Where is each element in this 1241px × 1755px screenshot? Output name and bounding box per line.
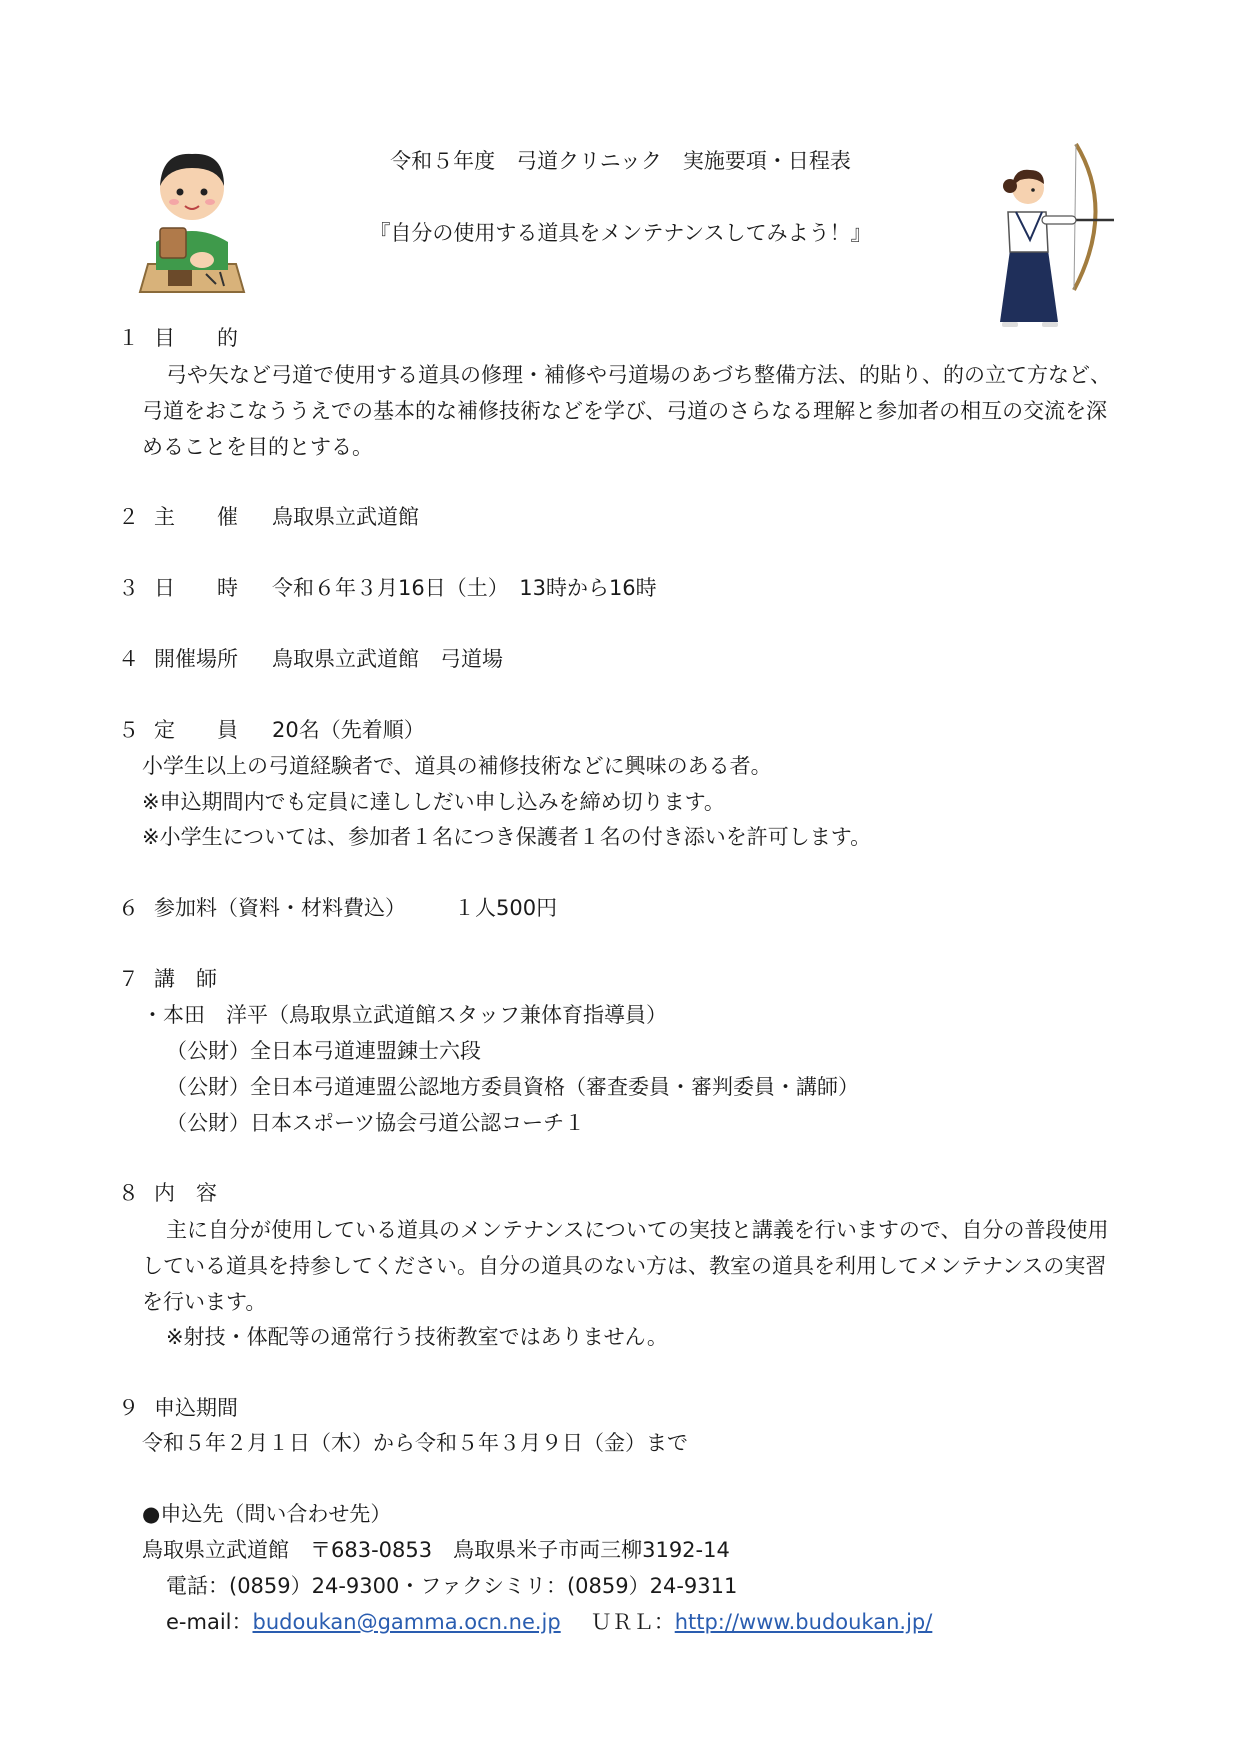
url-link[interactable]: http://www.budoukan.jp/: [674, 1610, 933, 1634]
section-8-body: 主に自分が使用している道具のメンテナンスについての実技と講義を行いますので、自分の普段使用している道具を持参してください。自分の道具のない方は、教室の道具を利用してメンテナンスの実習を行います。: [142, 1218, 1109, 1314]
section-1-label: 目 的: [154, 326, 238, 350]
section-1-heading: [118, 323, 238, 353]
section-8-number: ８: [118, 1181, 139, 1205]
section-9-heading: [118, 1393, 238, 1423]
section-3-value: 令和６年３月16日（土） 13時から16時: [272, 576, 657, 600]
contact-heading: ●申込先（問い合わせ先）: [142, 1502, 392, 1526]
section-8-label: 内 容: [154, 1181, 217, 1205]
section-6-label: 参加料（資料・材料費込）: [154, 896, 406, 920]
section-2-label: 主 催: [154, 505, 238, 529]
section-3-heading: [118, 573, 657, 603]
section-8-note: ※射技・体配等の通常行う技術教室ではありません。: [166, 1325, 668, 1349]
section-7-number: ７: [118, 967, 139, 991]
contact-web-line: [166, 1607, 932, 1637]
section-7-line-2: （公財）全日本弓道連盟錬士六段: [166, 1039, 481, 1063]
section-2-heading: [118, 502, 419, 532]
section-1-body-wrap: [142, 357, 1117, 465]
section-4-label: 開催場所: [154, 647, 238, 671]
section-8-body-wrap: [142, 1212, 1117, 1320]
contact-address: 鳥取県立武道館 〒683‐0853 鳥取県米子市両三柳3192‐14: [142, 1538, 730, 1562]
section-5-number: ５: [118, 718, 139, 742]
section-7-heading: [118, 964, 217, 994]
contact-phone: 電話：(0859）24‐9300・ファクシミリ：(0859）24‐9311: [166, 1574, 738, 1598]
section-2-value: 鳥取県立武道館: [272, 505, 419, 529]
section-4-heading: [118, 644, 503, 674]
section-9-number: ９: [118, 1396, 139, 1420]
email-link[interactable]: budoukan@gamma.ocn.ne.jp: [252, 1610, 561, 1634]
section-5-line-1: 小学生以上の弓道経験者で、道具の補修技術などに興味のある者。: [142, 754, 772, 778]
section-4-number: ４: [118, 647, 139, 671]
page-title: 令和５年度 弓道クリニック 実施要項・日程表: [390, 149, 851, 173]
section-7-line-1: ・本田 洋平（鳥取県立武道館スタッフ兼体育指導員）: [142, 1003, 667, 1027]
section-5-label: 定 員: [154, 718, 238, 742]
section-6-value: １人500円: [454, 896, 558, 920]
section-3-label: 日 時: [154, 576, 238, 600]
section-5-line-2: ※申込期間内でも定員に達ししだい申し込みを締め切ります。: [142, 790, 725, 814]
section-6-number: ６: [118, 896, 139, 920]
section-8-heading: [118, 1178, 217, 1208]
section-7-line-3: （公財）全日本弓道連盟公認地方委員資格（審査委員・審判委員・講師）: [166, 1075, 859, 1099]
section-5-value: 20名（先着順）: [272, 718, 425, 742]
section-1-body: 弓や矢など弓道で使用する道具の修理・補修や弓道場のあづち整備方法、的貼り、的の立て方など、弓道をおこなううえでの基本的な補修技術などを学び、弓道のさらなる理解と参加者の相互の交流を深めることを目的とする。: [142, 363, 1111, 459]
section-7-line-4: （公財）日本スポーツ協会弓道公認コーチ１: [166, 1111, 586, 1135]
section-3-number: ３: [118, 576, 139, 600]
section-5-heading: [118, 715, 425, 745]
section-7-label: 講 師: [154, 967, 217, 991]
section-5-line-3: ※小学生については、参加者１名につき保護者１名の付き添いを許可します。: [142, 825, 872, 849]
section-1-number: １: [118, 326, 139, 350]
section-9-label: 申込期間: [154, 1396, 238, 1420]
url-label: ＵＲＬ：: [590, 1610, 675, 1634]
email-label: e-mail：: [166, 1610, 253, 1634]
section-6-heading: [118, 893, 557, 923]
page-subtitle: 『自分の使用する道具をメンテナンスしてみよう！』: [369, 221, 872, 245]
section-2-number: ２: [118, 505, 139, 529]
section-4-value: 鳥取県立武道館 弓道場: [272, 647, 503, 671]
section-9-value: 令和５年２月１日（木）から令和５年３月９日（金）まで: [142, 1431, 688, 1455]
